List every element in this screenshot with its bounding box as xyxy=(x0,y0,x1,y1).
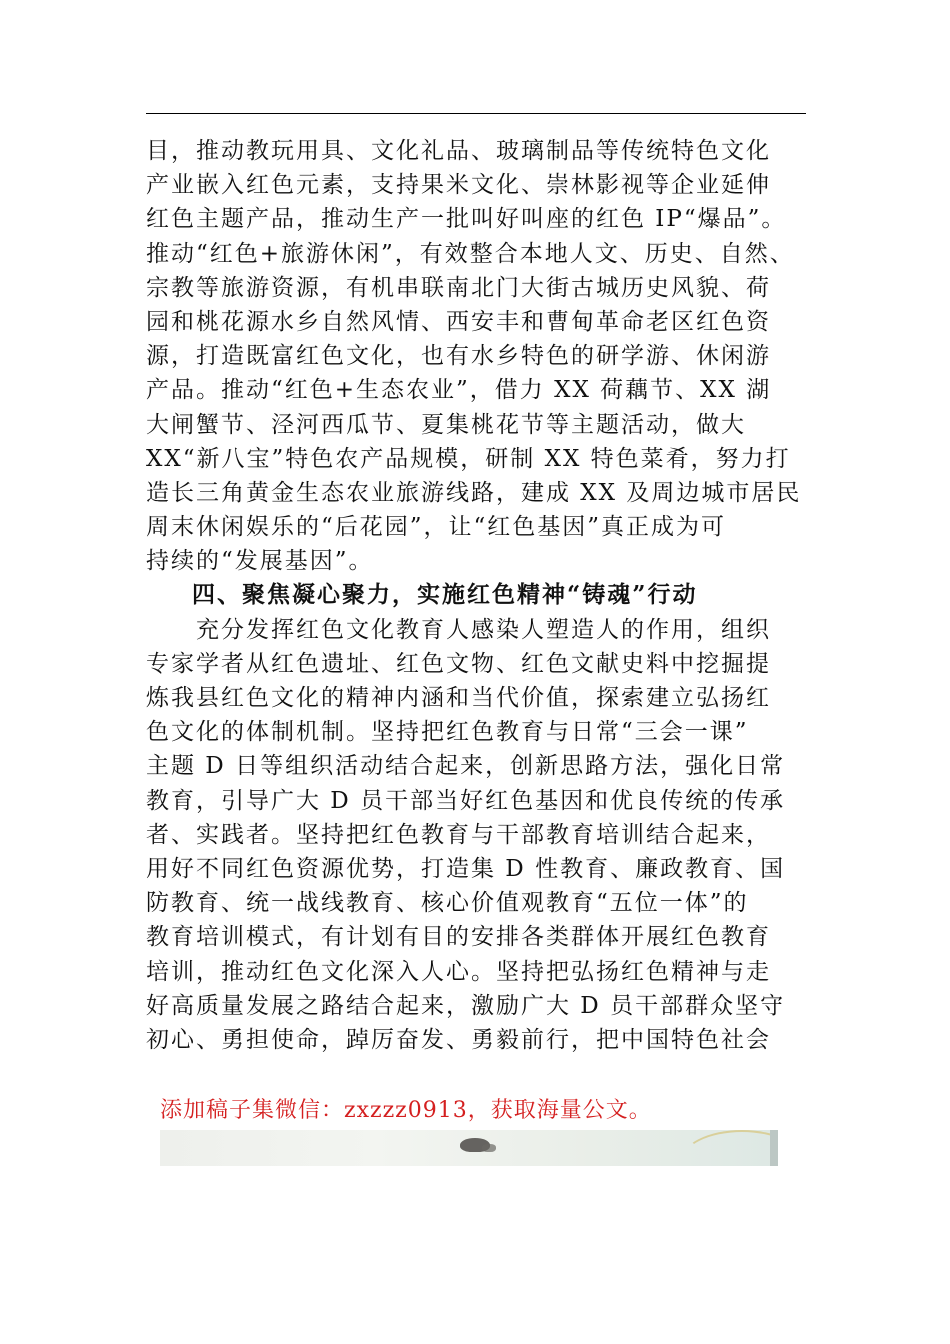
body-line: 源，打造既富红色文化，也有水乡特色的研学游、休闲游 xyxy=(146,343,771,370)
section-line: 初心、勇担使命，踔厉奋发、勇毅前行，把中国特色社会 xyxy=(146,1026,771,1053)
section-line: 教育培训模式，有计划有目的安排各类群体开展红色教育 xyxy=(146,924,771,951)
section-line: 色文化的体制机制。坚持把红色教育与日常“三会一课” xyxy=(146,719,749,746)
body-line: 周末休闲娱乐的“后花园”，让“红色基因”真正成为可 xyxy=(146,514,727,541)
section-line: 教育，引导广大 D 员干部当好红色基因和优良传统的传承 xyxy=(146,787,786,814)
section-line: 专家学者从红色遗址、红色文物、红色文献史料中挖掘提 xyxy=(146,650,771,677)
wave-decoration xyxy=(680,1130,778,1166)
body-line: 造长三角黄金生态农业旅游线路，建成 XX 及周边城市居民 xyxy=(146,479,802,506)
banner-edge-shade xyxy=(770,1130,778,1166)
document-body xyxy=(146,134,846,1057)
body-line: 产品。推动“红色+生态农业”，借力 XX 荷藕节、XX 湖 xyxy=(146,377,772,404)
section-heading: 四、聚焦凝心聚力，实施红色精神“铸魂”行动 xyxy=(192,581,698,609)
body-line: 目，推动教玩用具、文化礼品、玻璃制品等传统特色文化 xyxy=(146,138,771,164)
body-line: 宗教等旅游资源，有机串联南北门大街古城历史风貌、荷 xyxy=(146,274,771,301)
section-line: 培训，推动红色文化深入人心。坚持把弘扬红色精神与走 xyxy=(146,958,771,985)
body-line: 推动“红色+旅游休闲”，有效整合本地人文、历史、自然、 xyxy=(146,240,795,267)
body-line: 产业嵌入红色元素，支持果米文化、崇林影视等企业延伸 xyxy=(146,172,771,199)
section-line: 好高质量发展之路结合起来，激励广大 D 员干部群众坚守 xyxy=(146,992,786,1019)
section-line: 防教育、统一战线教育、核心价值观教育“五位一体”的 xyxy=(146,890,749,917)
bird-tail-decoration xyxy=(482,1144,496,1152)
promo-text: 添加稿子集微信：zxzzz0913，获取海量公文。 xyxy=(160,1098,652,1123)
body-line: 红色主题产品，推动生产一批叫好叫座的红色 IP“爆品”。 xyxy=(146,206,787,233)
section-line: 充分发挥红色文化教育人感染人塑造人的作用，组织 xyxy=(146,616,771,643)
section-line: 用好不同红色资源优势，打造集 D 性教育、廉政教育、国 xyxy=(146,855,786,882)
body-line: 持续的“发展基因”。 xyxy=(146,548,374,575)
body-line: 大闸蟹节、泾河西瓜节、夏集桃花节等主题活动，做大 xyxy=(146,411,746,438)
header-rule xyxy=(146,113,806,114)
body-line: 园和桃花源水乡自然风情、西安丰和曹甸革命老区红色资 xyxy=(146,308,771,335)
section-line: 主题 D 日等组织活动结合起来，创新思路方法，强化日常 xyxy=(146,753,786,780)
section-line: 炼我县红色文化的精神内涵和当代价值，探索建立弘扬红 xyxy=(146,685,771,711)
decorative-banner-image xyxy=(160,1130,778,1166)
body-line: XX“新八宝”特色农产品规模，研制 XX 特色菜肴，努力打 xyxy=(146,445,791,472)
section-line: 者、实践者。坚持把红色教育与干部教育培训结合起来， xyxy=(146,821,771,848)
